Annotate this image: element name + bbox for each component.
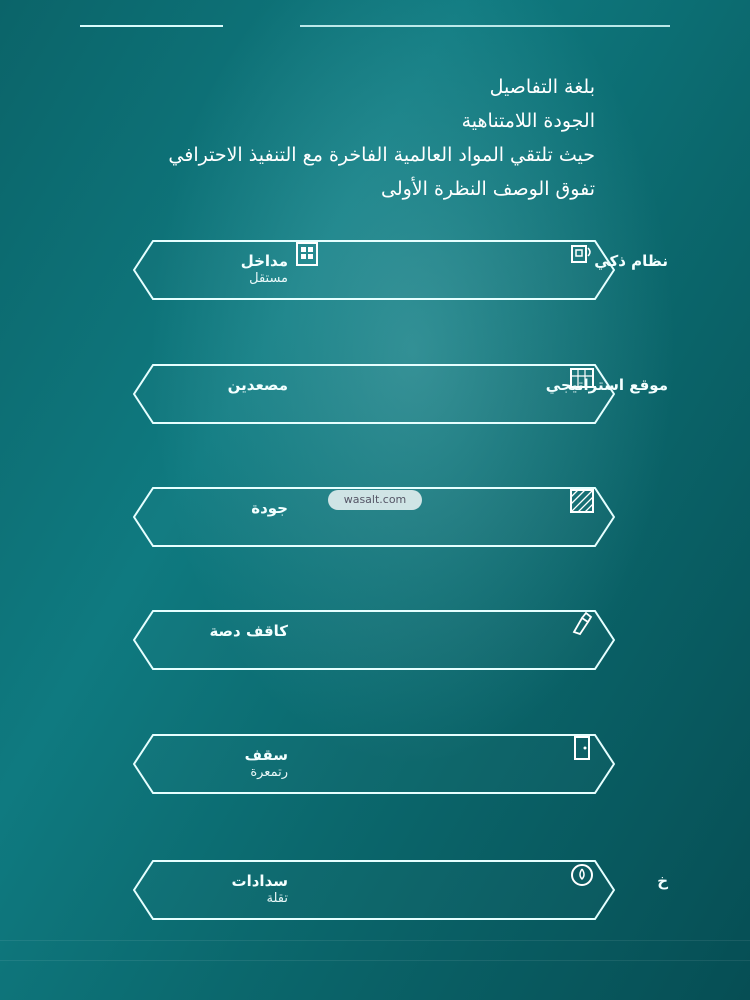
feature-1-left-sub: مستقل: [249, 271, 288, 286]
feature-4-left-sub: [153, 640, 288, 658]
feature-5-left: [153, 746, 288, 782]
intercom-panel-icon: [293, 240, 321, 268]
feature-5-right: [533, 746, 668, 782]
feature-card-1: [133, 240, 668, 300]
feature-6-right-title: خ: [657, 872, 668, 890]
feature-5-left-title: سقف: [244, 746, 288, 764]
feature-3-right: [533, 499, 668, 535]
feature-1-right: [533, 252, 668, 288]
feature-6-left-sub: تقلة: [266, 891, 288, 906]
feature-4-right: [533, 622, 668, 658]
feature-6-left: [153, 872, 288, 908]
feature-4-right-title: [533, 622, 668, 640]
feature-5-left-sub: رتمعرة: [250, 765, 288, 780]
feature-card-2: [133, 364, 668, 424]
feature-3-left-title: جودة: [251, 499, 288, 517]
scanline: [0, 960, 750, 961]
intro-line-3: حيث تلتقي المواد العالمية الفاخرة مع التنفيذ الاحترافي: [168, 144, 595, 166]
feature-1-right-sub: [533, 270, 668, 288]
feature-3-right-sub: [533, 517, 668, 535]
feature-5-right-title: [533, 746, 668, 764]
watermark-badge: wasalt.com: [328, 490, 422, 510]
feature-2-left-sub: [153, 394, 288, 412]
feature-2-right: [533, 376, 668, 412]
feature-6-right: [533, 872, 668, 908]
feature-1-right-title: نظام ذكي: [594, 252, 668, 270]
feature-1-left-title: مداخل: [240, 252, 288, 270]
intro-line-2: الجودة اللامتناهية: [461, 110, 595, 132]
feature-3-left-sub: [153, 517, 288, 535]
feature-2-right-sub: [533, 394, 668, 412]
feature-card-4: [133, 610, 615, 670]
scanline: [0, 940, 750, 941]
feature-3-right-title: [533, 499, 668, 517]
intro-line-4: تفوق الوصف النظرة الأولى: [380, 178, 595, 200]
feature-5-right-sub: [533, 764, 668, 782]
feature-2-right-title: موقع استراتيجي: [545, 376, 668, 394]
feature-card-5: [133, 734, 615, 794]
feature-3-left: [153, 499, 288, 535]
intro-paragraph: [95, 70, 595, 206]
feature-6-left-title: سدادات: [231, 872, 288, 890]
feature-1-left: [153, 252, 288, 288]
feature-4-right-sub: [533, 640, 668, 658]
feature-card-6: [133, 860, 668, 920]
top-divider-left: [80, 25, 223, 27]
feature-6-right-sub: [533, 890, 668, 908]
feature-2-left-title: مصعدين: [227, 376, 288, 394]
feature-4-left-title: كاقف دصة: [209, 622, 288, 640]
intro-line-1: بلغة التفاصيل: [489, 76, 595, 98]
feature-2-left: [153, 376, 288, 412]
top-divider-right: [300, 25, 670, 27]
feature-4-left: [153, 622, 288, 658]
